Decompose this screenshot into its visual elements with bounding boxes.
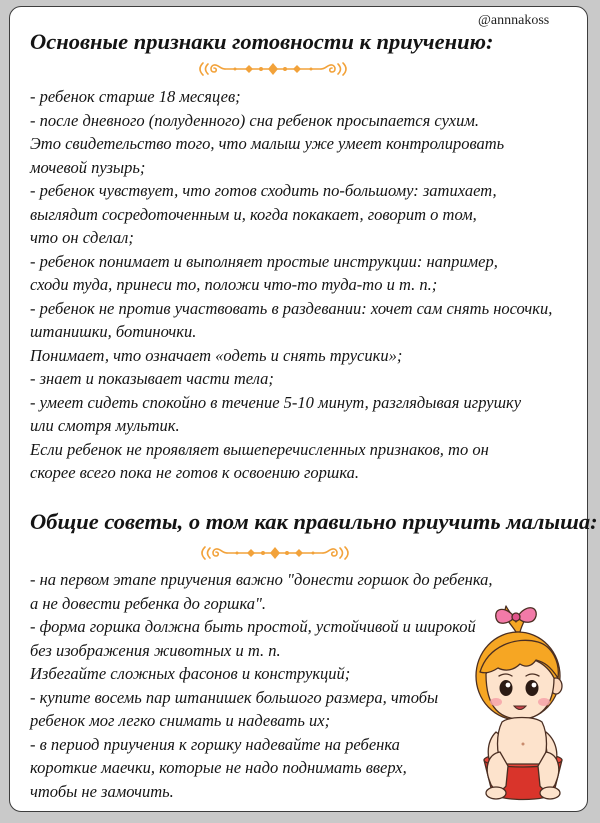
text-line: короткие маечки, которые не надо поднимать вверх,: [30, 758, 407, 777]
text-line: Избегайте сложных фасонов и конструкций;: [30, 664, 351, 683]
text-line: Понимает, что означает «одеть и снять трусики»;: [30, 345, 403, 365]
text-line: что он сделал;: [30, 228, 134, 247]
text-line: Это свидетельство того, что малыш уже умеет контролировать: [30, 134, 505, 153]
text-line: или смотря мультик.: [30, 416, 180, 435]
text-line: - ребенок понимает и выполняет простые инструкции: например,: [30, 251, 498, 271]
text-line: - в период приучения к горшку надевайте на ребенка: [30, 734, 400, 754]
text-line: - ребенок старше 18 месяцев;: [30, 87, 241, 106]
ornament-divider-icon: [195, 544, 355, 562]
text-line: сходи туда, принеси то, положи что-то туда-то и т. п.;: [30, 275, 438, 294]
readiness-signs-text: [30, 85, 552, 485]
text-line: - форма горшка должна быть простой, устойчивой и широкой: [30, 617, 476, 636]
text-line: - ребенок не против участвовать в раздевании: хочет сам снять носочки,: [30, 298, 553, 318]
text-line: - ребенок чувствует, что готов сходить по-большому: затихает,: [30, 181, 497, 200]
text-line: - умеет сидеть спокойно в течение 5-10 минут, разглядывая игрушку: [30, 392, 522, 412]
text-line: скорее всего пока не готов к освоению горшка.: [30, 463, 360, 482]
text-line: - знает и показывает части тела;: [30, 369, 274, 388]
text-line: без изображения животных и т. п.: [30, 640, 281, 660]
text-line: - купите восемь пар штанишек большого размера, чтобы: [30, 687, 439, 707]
author-watermark: @annnakoss: [478, 13, 550, 28]
text-line: Если ребенок не проявляет вышеперечисленных признаков, то он: [30, 439, 489, 459]
text-line: - на первом этапе приучения важно "донести горшок до ребенка,: [30, 570, 493, 589]
text-line: штанишки, ботиночки.: [30, 322, 197, 341]
text-line: мочевой пузырь;: [30, 157, 146, 177]
text-line: ребенок мог легко снимать и надевать их;: [30, 711, 331, 730]
section-title-readiness-signs: Основные признаки готовности к приучению:: [30, 29, 494, 54]
text-line: чтобы не замочить.: [30, 781, 174, 801]
ornament-divider-icon: [193, 60, 353, 78]
text-line: - после дневного (полуденного) сна ребенок просыпается сухим.: [30, 110, 479, 130]
section-title-general-tips: Общие советы, о том как правильно приучить малыша:: [30, 509, 598, 534]
text-line: выглядит сосредоточенным и, когда покакает, говорит о том,: [30, 204, 477, 224]
general-tips-text: [30, 568, 493, 803]
text-line: а не довести ребенка до горшка".: [30, 593, 267, 613]
pink-bow: [496, 608, 536, 624]
baby-on-potty-illustration: [466, 592, 586, 807]
